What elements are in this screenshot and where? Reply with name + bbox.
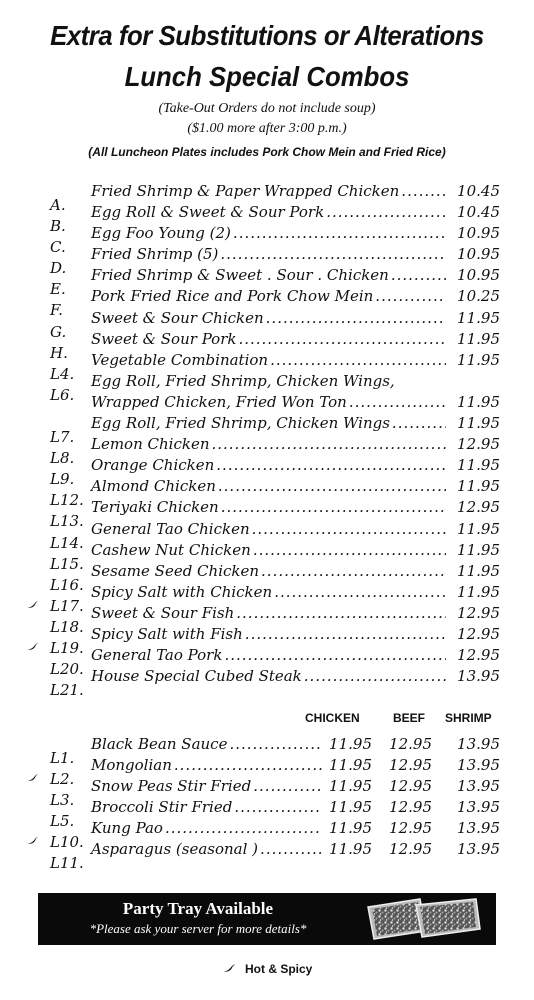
- banner-subtitle: *Please ask your server for more details*: [89, 921, 307, 936]
- leader-dots: [375, 287, 446, 305]
- pepper-icon: [26, 834, 39, 848]
- item-name: Egg Roll, Fried Shrimp, Chicken Wings,: [91, 371, 395, 390]
- lunch-special-list: [30, 182, 500, 700]
- item-code-text: L7.: [50, 428, 75, 447]
- price-chicken: 11.95: [329, 798, 372, 816]
- item-price: 11.95: [457, 414, 500, 433]
- price-beef: 12.95: [389, 819, 432, 837]
- leader-dots: [270, 351, 446, 369]
- leader-dots: [234, 798, 322, 816]
- item-name: Pork Fried Rice and Pork Chow Mein: [91, 287, 374, 306]
- item-name: Orange Chicken: [91, 456, 215, 475]
- item-name: Vegetable Combination: [91, 350, 269, 369]
- price-shrimp: 13.95: [457, 819, 500, 837]
- leader-dots: [274, 583, 446, 601]
- leader-dots: [216, 456, 446, 474]
- item-name: Teriyaki Chicken: [91, 498, 219, 517]
- item-code-text: L11.: [50, 854, 84, 872]
- item-code-text: L19.: [50, 638, 84, 657]
- leader-dots: [401, 182, 446, 200]
- item-code-text: L5.: [50, 812, 75, 830]
- item-code-text: C.: [50, 238, 66, 257]
- item-price: 13.95: [457, 667, 500, 686]
- leader-dots: [260, 840, 322, 858]
- leader-dots: [220, 245, 446, 263]
- item-code-text: L17.: [50, 596, 84, 615]
- price-beef: 12.95: [389, 798, 432, 816]
- item-code-text: B.: [50, 217, 66, 236]
- menu-item-continued: [30, 393, 500, 414]
- item-code-text: L10.: [50, 833, 84, 851]
- item-code-text: L20.: [50, 660, 84, 679]
- item-price: 10.25: [457, 287, 500, 306]
- price-chicken: 11.95: [329, 819, 372, 837]
- item-price: 10.95: [457, 245, 500, 264]
- item-price: 11.95: [457, 519, 500, 538]
- subtitle-price-note: ($1.00 more after 3:00 p.m.): [187, 121, 347, 136]
- item-code-text: L13.: [50, 512, 84, 531]
- combo-name: Asparagus (seasonal ): [91, 840, 259, 858]
- item-name: Egg Roll & Sweet & Sour Pork: [91, 203, 325, 222]
- item-name: Sweet & Sour Chicken: [91, 308, 264, 327]
- item-price: 10.45: [457, 182, 500, 200]
- combo-name: Black Bean Sauce: [91, 735, 228, 753]
- price-shrimp: 13.95: [457, 798, 500, 816]
- item-price: 11.95: [457, 329, 500, 348]
- item-code-text: H.: [50, 343, 68, 362]
- item-name: Egg Foo Young (2): [91, 224, 231, 243]
- item-price: 12.95: [457, 435, 500, 454]
- item-price: 11.95: [457, 540, 500, 559]
- luncheon-note: (All Luncheon Plates includes Pork Chow Mein and Fried Rice): [88, 145, 446, 159]
- item-name: Fried Shrimp (5): [91, 245, 219, 264]
- combo-name: Broccoli Stir Fried: [91, 798, 233, 816]
- legend-hot-spicy: [0, 962, 534, 976]
- leader-dots: [221, 498, 446, 516]
- leader-dots: [266, 309, 446, 327]
- leader-dots: [236, 604, 446, 622]
- header-chicken: CHICKEN: [305, 711, 360, 725]
- item-price: 11.95: [457, 308, 500, 327]
- combo-name: Snow Peas Stir Fried: [91, 777, 252, 795]
- leader-dots: [165, 819, 322, 837]
- price-chicken: 11.95: [329, 840, 372, 858]
- legend-label: Hot & Spicy: [245, 962, 313, 976]
- price-chicken: 11.95: [329, 777, 372, 795]
- item-name: Cashew Nut Chicken: [91, 540, 251, 559]
- combo-name: Mongolian: [91, 756, 172, 774]
- item-price: 11.95: [457, 392, 500, 411]
- item-name: House Special Cubed Steak: [91, 667, 302, 686]
- item-price: 11.95: [457, 582, 500, 601]
- item-name: Lemon Chicken: [91, 435, 210, 454]
- item-code-text: L14.: [50, 533, 84, 552]
- item-price: 11.95: [457, 456, 500, 475]
- item-price: 12.95: [457, 646, 500, 665]
- item-code-text: F.: [50, 301, 63, 320]
- item-price: 12.95: [457, 603, 500, 622]
- item-name: Fried Shrimp & Paper Wrapped Chicken: [91, 182, 400, 200]
- item-code-text: L18.: [50, 617, 84, 636]
- title-substitutions: Extra for Substitutions or Alterations: [50, 20, 484, 51]
- header-beef: BEEF: [393, 711, 426, 725]
- leader-dots: [392, 414, 446, 432]
- item-name: Sweet & Sour Pork: [91, 329, 237, 348]
- price-shrimp: 13.95: [457, 840, 500, 858]
- leader-dots: [391, 266, 446, 284]
- leader-dots: [211, 435, 446, 453]
- price-beef: 12.95: [389, 777, 432, 795]
- pepper-icon: [222, 962, 239, 976]
- price-chicken: 11.95: [329, 735, 372, 753]
- item-name: Sweet & Sour Fish: [91, 603, 235, 622]
- item-code-text: L6.: [50, 385, 75, 404]
- pepper-icon: [26, 771, 39, 785]
- item-name-line2: Wrapped Chicken, Fried Won Ton: [91, 392, 347, 411]
- leader-dots: [233, 224, 446, 242]
- leader-dots: [218, 477, 446, 495]
- leader-dots: [304, 667, 446, 685]
- price-shrimp: 13.95: [457, 777, 500, 795]
- leader-dots: [253, 541, 446, 559]
- item-code-text: G.: [50, 322, 67, 341]
- item-price: 11.95: [457, 350, 500, 369]
- item-code-text: L21.: [50, 681, 84, 700]
- item-code-text: L16.: [50, 575, 84, 594]
- item-name: Egg Roll, Fried Shrimp, Chicken Wings: [91, 414, 390, 433]
- item-name: Spicy Salt with Chicken: [91, 582, 273, 601]
- item-price: 12.95: [457, 624, 500, 643]
- item-code-text: A.: [50, 196, 66, 214]
- item-code-text: L9.: [50, 470, 75, 489]
- leader-dots: [326, 203, 446, 221]
- party-tray-banner: [38, 893, 496, 945]
- pepper-icon: [26, 598, 39, 612]
- leader-dots: [238, 330, 446, 348]
- header-shrimp: SHRIMP: [445, 711, 492, 725]
- leader-dots: [224, 646, 446, 664]
- combo-name: Kung Pao: [91, 819, 163, 837]
- menu-item: [30, 667, 500, 700]
- item-name: General Tao Chicken: [91, 519, 250, 538]
- leader-dots: [261, 562, 446, 580]
- combo-list: [30, 735, 500, 872]
- subtitle-takeout: (Take-Out Orders do not include soup): [158, 101, 376, 116]
- leader-dots: [349, 393, 446, 411]
- item-code-text: L3.: [50, 791, 75, 809]
- item-name: Fried Shrimp & Sweet . Sour . Chicken: [91, 266, 389, 285]
- item-code-text: L4.: [50, 364, 75, 383]
- price-chicken: 11.95: [329, 756, 372, 774]
- item-price: 11.95: [457, 561, 500, 580]
- item-name: Almond Chicken: [91, 477, 216, 496]
- leader-dots: [229, 735, 322, 753]
- price-shrimp: 13.95: [457, 756, 500, 774]
- leader-dots: [245, 625, 446, 643]
- title-lunch-specials: Lunch Special Combos: [124, 61, 410, 92]
- price-beef: 12.95: [389, 735, 432, 753]
- item-name: Spicy Salt with Fish: [91, 624, 243, 643]
- party-tray-image: [360, 897, 482, 941]
- price-shrimp: 13.95: [457, 735, 500, 753]
- item-name: General Tao Pork: [91, 646, 223, 665]
- item-name: Sesame Seed Chicken: [91, 561, 260, 580]
- item-price: 10.95: [457, 224, 500, 243]
- item-price: 12.95: [457, 498, 500, 517]
- price-beef: 12.95: [389, 840, 432, 858]
- item-code-text: L2.: [50, 770, 75, 788]
- item-price: 10.45: [457, 203, 500, 222]
- item-price: 10.95: [457, 266, 500, 285]
- item-code-text: L15.: [50, 554, 84, 573]
- combo-item: [30, 840, 500, 872]
- pepper-icon: [26, 640, 39, 654]
- leader-dots: [252, 520, 446, 538]
- banner-title: Party Tray Available: [122, 899, 274, 918]
- item-price: 11.95: [457, 477, 500, 496]
- leader-dots: [174, 756, 322, 774]
- price-beef: 12.95: [389, 756, 432, 774]
- leader-dots: [253, 777, 322, 795]
- item-code-text: L8.: [50, 449, 75, 468]
- item-code-text: L12.: [50, 491, 84, 510]
- item-code-text: E.: [50, 280, 66, 299]
- item-code-text: D.: [50, 259, 67, 278]
- item-code-text: L1.: [50, 749, 75, 767]
